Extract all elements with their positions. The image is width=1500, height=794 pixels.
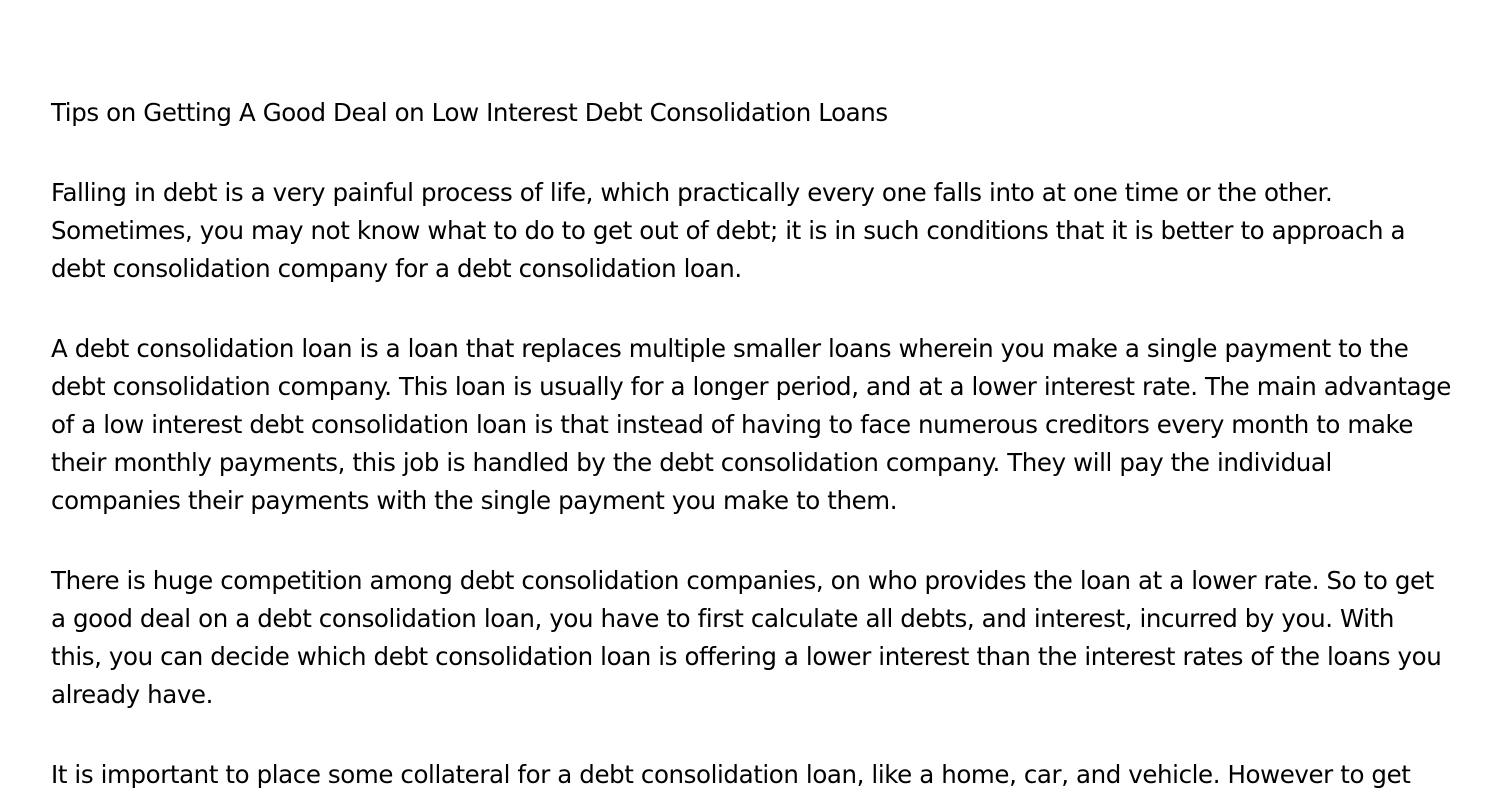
paragraph-3: There is huge competition among debt consolidation companies, on who provides the loan at a lower rate. So to get a good deal on a debt consolidation loan, you have to first calculate all debts, and interest, incurred by you. With this, you can decide which debt consolidation loan is offering a lower interest than the interest rates of the loans you already have. [51,566,1442,709]
document-page [51,94,1451,794]
paragraph-4: It is important to place some collateral for a debt consolidation loan, like a home, car, and vehicle. However to get [51,760,1411,789]
paragraph-2: A debt consolidation loan is a loan that replaces multiple smaller loans wherein you make a single payment to the debt consolidation company. This loan is usually for a longer period, and at a lower interest rate. The main advantage of a low interest debt consolidation loan is that instead of having to face numerous creditors every month to make their monthly payments, this job is handled by the debt consolidation company. They will pay the individual companies their payments with the single payment you make to them. [51,334,1451,515]
paragraph-1: Falling in debt is a very painful process of life, which practically every one falls into at one time or the other. Sometimes, you may not know what to do to get out of debt; it is in such conditions that it is better to approach a debt consolidation company for a debt consolidation loan. [51,178,1406,283]
document-title: Tips on Getting A Good Deal on Low Interest Debt Consolidation Loans [51,98,888,127]
